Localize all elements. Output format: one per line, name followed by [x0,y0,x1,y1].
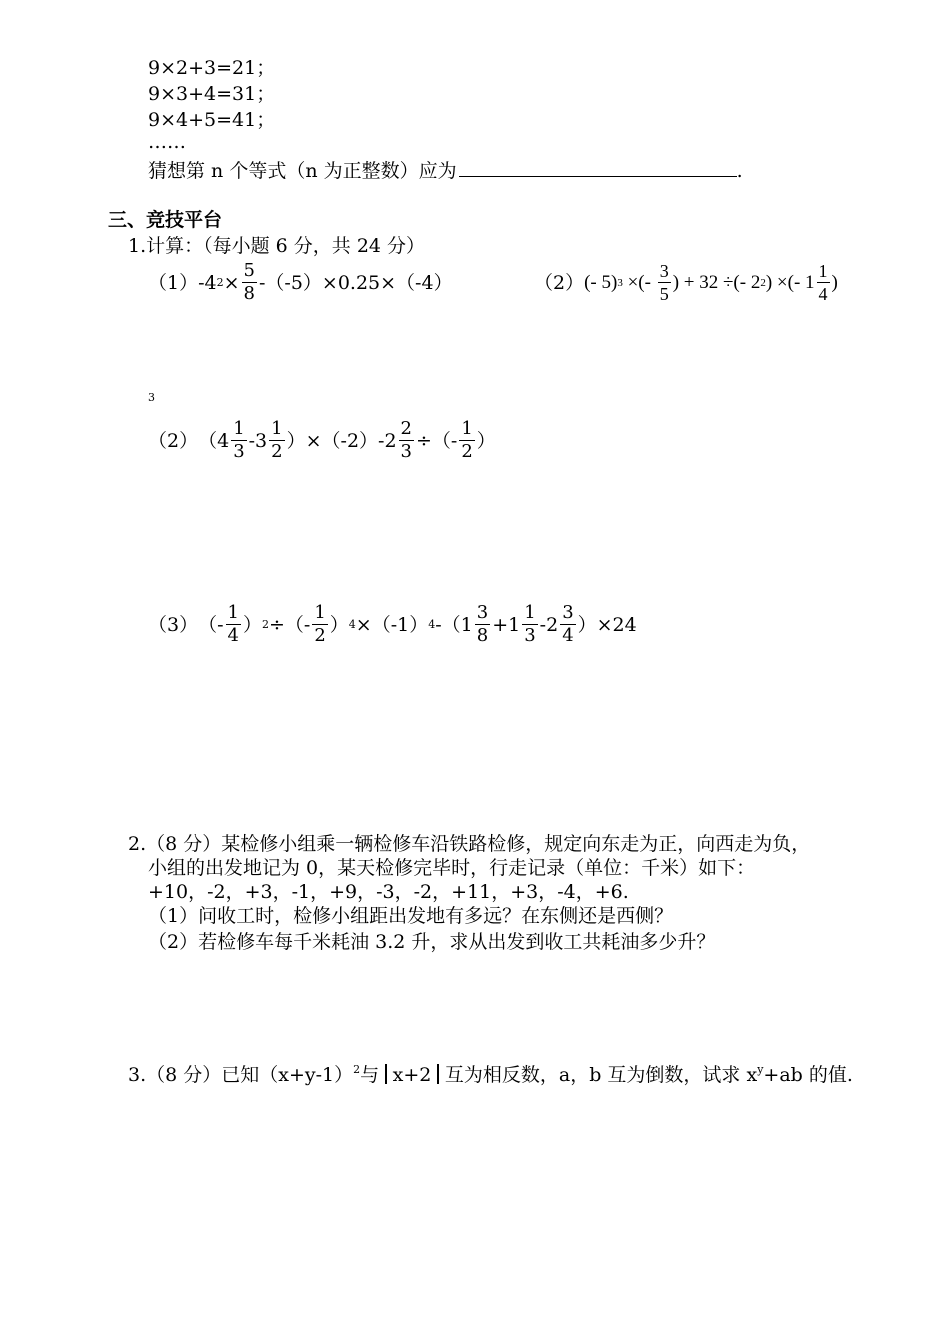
q1-problem-3 [148,420,496,461]
p3-fraction-2 [269,420,284,461]
p4-f1-num: 1 [227,602,239,623]
p2-frac1-den: 5 [659,284,669,304]
stray-three: 3 [148,391,155,404]
q1-problem-2 [534,262,838,303]
p3-f4-num: 1 [461,418,473,439]
p1-fraction [242,262,257,303]
p1-label: （1） [148,271,199,294]
p3-f3-num: 2 [400,418,412,439]
p4-plus: +1 [492,613,521,636]
p2-a: (- 5) [584,271,618,293]
guess-end: . [736,160,743,182]
p4-fraction-1 [226,604,241,645]
q2-sub-2: （2）若检修车每千米耗油 3.2 升，求从出发到收工共耗油多少升？ [148,931,716,953]
p4-mid2: -（1 [435,613,473,636]
p1-times: × [223,271,240,294]
p3-f3-den: 3 [400,441,412,462]
p4-minus: -2 [539,613,559,636]
p1-base: -4 [198,271,217,294]
p4-fraction-3 [475,604,490,645]
p4-e1: ） [242,613,262,636]
p2-close: ) [831,271,838,293]
guess-question [148,158,743,183]
p3-f1-den: 3 [233,441,245,462]
p3-fraction-1 [231,420,246,461]
p3-mid1: -3 [248,429,268,452]
pattern-line-2: 9×3+4=31； [148,83,276,105]
p3-label: （2） [148,429,199,452]
p4-e1-exp: 2 [261,617,269,631]
q3-d: 互为相反数，a，b 互为倒数，试求 x [444,1064,758,1086]
p4-open: （- [198,613,224,636]
q3-c: x+2 [392,1064,432,1086]
p3-mid3: ÷（- [416,429,458,452]
p4-f2-den: 2 [314,625,326,646]
p4-f3-den: 8 [476,625,489,646]
p1-exp: 2 [216,275,224,289]
p4-f5-den: 4 [562,625,574,646]
p4-tail: ）×24 [577,613,637,636]
abs-bar-left [385,1064,387,1084]
p2-b: ×(- [622,271,656,293]
p3-f2-num: 1 [271,418,283,439]
p4-mid: ×（-1） [355,613,429,636]
q2-sub-1: （1）问收工时，检修小组距出发地有多远？在东侧还是西侧？ [148,905,674,927]
p2-c-exp: 2 [760,276,766,289]
p4-f2-num: 1 [314,602,326,623]
q2-line-1: 2.（8 分）某检修小组乘一辆检修车沿铁路检修，规定向东走为正，向西走为负， [128,833,811,855]
q3-b: 与 [360,1064,380,1086]
p4-f5-num: 3 [562,602,574,623]
answer-blank[interactable] [459,158,737,177]
p2-c: ) + 32 ÷(- 2 [672,271,761,293]
p4-f4-num: 1 [524,602,536,623]
p4-e2-exp: 4 [348,617,356,631]
p4-e3-exp: 4 [428,617,436,631]
p4-e2: ） [329,613,349,636]
p2-fraction-1 [658,262,671,303]
p4-div: ÷（- [268,613,311,636]
p1-frac-den: 8 [243,283,255,304]
p3-fraction-3 [399,420,414,461]
q3-a: 3.（8 分）已知（x+y-1） [128,1064,354,1086]
p4-fraction-2 [312,604,327,645]
p3-fraction-4 [459,420,474,461]
p1-frac-num: 5 [243,260,255,281]
p2-d: ) ×(- 1 [765,271,815,293]
q1-title: 1.计算：（每小题 6 分，共 24 分） [128,235,426,257]
p3-close: ） [476,429,496,452]
guess-prompt: 猜想第 n 个等式（n 为正整数）应为 [148,160,457,182]
p3-f2-den: 2 [271,441,283,462]
section-title: 三、竞技平台 [108,209,223,231]
q2-line-3: +10，-2，+3，-1，+9，-3，-2，+11，+3，-4，+6. [148,881,629,903]
q3-a-exp: 2 [353,1063,361,1076]
q3-d-exp: y [757,1063,764,1076]
p3-open: （4 [198,429,230,452]
p3-f1-num: 1 [233,418,245,439]
p3-mid2: ）×（-2）-2 [286,429,397,452]
p4-label: （3） [148,613,199,636]
p2-fraction-2 [817,262,830,303]
p4-f4-den: 3 [524,625,536,646]
p1-rest: -（-5）×0.25×（-4） [258,271,453,294]
p4-fraction-4 [522,604,537,645]
p4-f1-den: 4 [227,625,239,646]
pattern-line-1: 9×2+3=21； [148,57,276,79]
p4-fraction-5 [560,604,575,645]
q3-question [128,1058,853,1087]
abs-bar-right [437,1064,439,1084]
q3-e: +ab 的值. [763,1064,853,1086]
q2-line-2: 小组的出发地记为 0，某天检修完毕时，行走记录（单位：千米）如下： [148,857,756,879]
p2-frac2-den: 4 [818,284,828,304]
p2-frac1-num: 3 [659,261,669,281]
p2-label: （2） [534,271,585,294]
p4-f3-num: 3 [476,602,489,623]
q1-problem-1 [148,262,453,303]
q1-problem-4 [148,604,637,645]
pattern-ellipsis: …… [148,131,186,153]
pattern-line-3: 9×4+5=41； [148,109,276,131]
p2-a-exp: 3 [617,276,623,289]
p2-frac2-num: 1 [818,261,828,281]
p3-f4-den: 2 [461,441,473,462]
